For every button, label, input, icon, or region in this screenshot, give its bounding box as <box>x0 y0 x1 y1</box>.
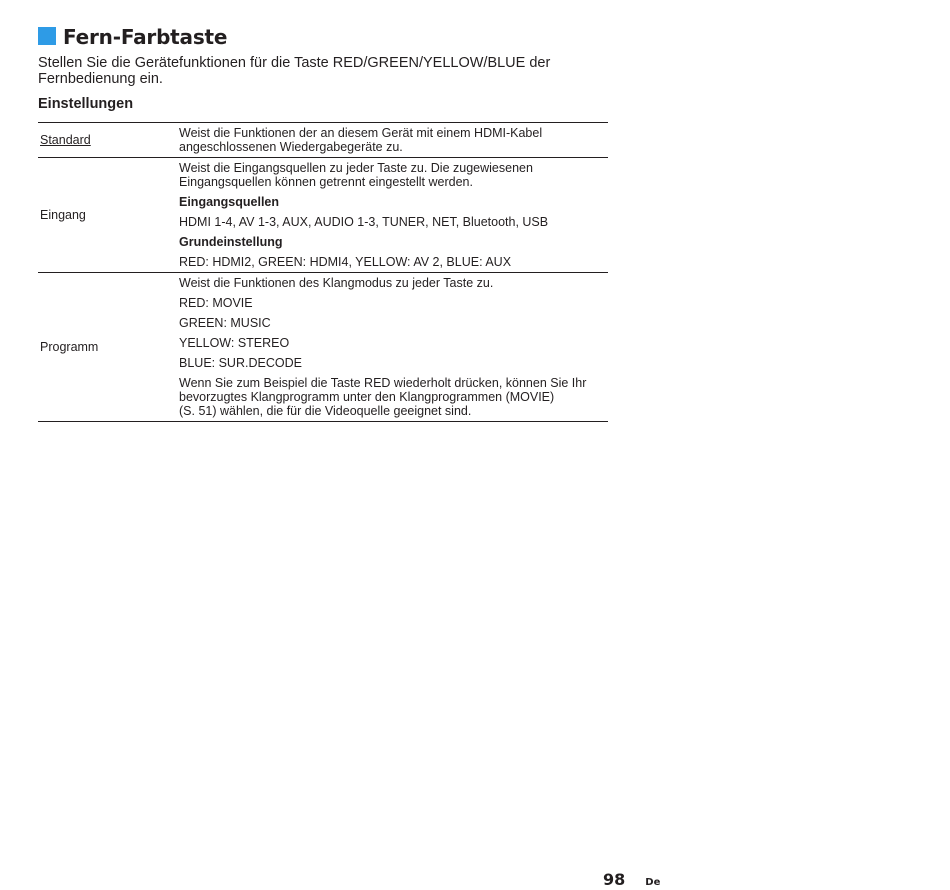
desc-line: angeschlossenen Wiedergabegeräte zu. <box>179 140 403 154</box>
page-number: 98 <box>603 870 626 889</box>
setting-label-standard <box>38 123 177 158</box>
desc-intro: Weist die Funktionen des Klangmodus zu jeder Taste zu. <box>179 276 494 290</box>
table-row-programm <box>38 273 608 422</box>
sources-list: HDMI 1-4, AV 1-3, AUX, AUDIO 1-3, TUNER, NET, Bluetooth, USB <box>179 215 549 229</box>
table-row-eingang <box>38 158 608 273</box>
sources-heading: Eingangsquellen <box>179 195 280 209</box>
program-item-yellow: YELLOW: STEREO <box>179 336 290 350</box>
settings-table <box>38 122 608 422</box>
table-row-standard <box>38 123 608 158</box>
section-heading <box>38 22 227 52</box>
program-item-green: GREEN: MUSIC <box>179 316 271 330</box>
intro-line-2: Fernbedienung ein. <box>38 71 163 87</box>
setting-label-text: Standard <box>40 133 91 147</box>
desc-line: Weist die Funktionen der an diesem Gerät mit einem HDMI-Kabel <box>179 126 543 140</box>
page-title: Fern-Farbtaste <box>63 25 228 49</box>
page-footer <box>603 870 660 889</box>
intro-line-1: Stellen Sie die Gerätefunktionen für die Taste RED/GREEN/YELLOW/BLUE der <box>38 55 551 71</box>
intro-paragraph <box>38 55 598 87</box>
setting-desc-standard <box>177 123 608 158</box>
setting-desc-eingang <box>177 158 608 273</box>
blue-square-icon <box>38 27 56 45</box>
default-heading: Grundeinstellung <box>179 235 283 249</box>
default-value: RED: HDMI2, GREEN: HDMI4, YELLOW: AV 2, BLUE: AUX <box>179 255 512 269</box>
settings-heading: Einstellungen <box>38 96 134 112</box>
desc-intro <box>179 161 606 189</box>
language-code: De <box>645 877 661 888</box>
desc-line: Weist die Eingangsquellen zu jeder Taste zu. Die zugewiesenen <box>179 161 533 175</box>
program-note <box>179 376 606 418</box>
desc-line: Eingangsquellen können getrennt eingestellt werden. <box>179 175 473 189</box>
setting-desc-programm <box>177 273 608 422</box>
setting-label-eingang: Eingang <box>40 208 86 222</box>
setting-label-programm: Programm <box>40 340 99 354</box>
program-item-red: RED: MOVIE <box>179 296 253 310</box>
note-line: bevorzugtes Klangprogramm unter den Klangprogrammen (MOVIE) <box>179 390 555 404</box>
note-line: Wenn Sie zum Beispiel die Taste RED wiederholt drücken, können Sie Ihr <box>179 376 587 390</box>
note-line: (S. 51) wählen, die für die Videoquelle geeignet sind. <box>179 404 472 418</box>
program-item-blue: BLUE: SUR.DECODE <box>179 356 302 370</box>
